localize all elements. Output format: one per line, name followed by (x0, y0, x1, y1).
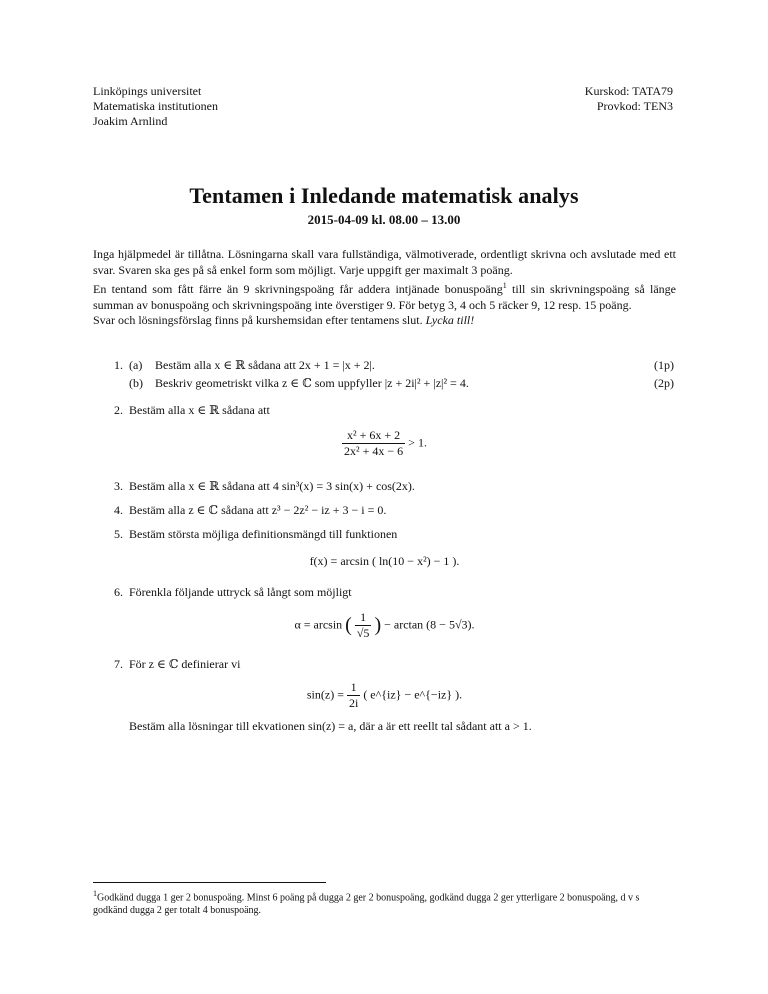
problem-1a-text: Bestäm alla x ∈ ℝ sådana att 2x + 1 = |x + 2|. (155, 358, 375, 372)
lhs: α = arcsin (294, 617, 343, 632)
relation: > 1. (408, 435, 427, 450)
header-department: Matematiska institutionen (93, 99, 218, 113)
lhs: sin(z) = (306, 687, 344, 702)
fraction (342, 428, 405, 459)
instructions-p3 (93, 313, 676, 329)
header-university: Linköpings universitet (93, 84, 202, 98)
header-exam-code: Provkod: TEN3 (596, 99, 673, 113)
header-institution (93, 84, 218, 129)
problem-3-text: Bestäm alla x ∈ ℝ sådana att 4 sin³(x) = 3 sin(x) + cos(2x). (129, 479, 415, 493)
problem-4-text: Bestäm alla z ∈ ℂ sådana att z³ − 2z² − iz + 3 − i = 0. (129, 503, 387, 517)
good-luck: Lycka till! (425, 313, 475, 327)
problem-5-formula: f(x) = arcsin ( ln(10 − x²) − 1 ). (309, 554, 460, 568)
numerator: x² + 6x + 2 (342, 428, 405, 444)
problem-number: 4. (114, 503, 123, 517)
part-label: (b) (129, 376, 143, 390)
header-author: Joakim Arnlind (93, 114, 168, 128)
instructions-p3-text: Svar och lösningsförslag finns på kurshemsidan efter tentamens slut. (93, 313, 426, 327)
instructions (93, 247, 676, 329)
problem-1b-text: Beskriv geometriskt vilka z ∈ ℂ som uppfyller |z + 2i|² + |z|² = 4. (155, 376, 469, 390)
footnote-mark: 1 (93, 889, 97, 898)
denominator: 2i (348, 696, 359, 710)
denominator: 2x² + 4x − 6 (344, 444, 404, 458)
points: (1p) (654, 358, 674, 372)
right-paren: ) (374, 614, 382, 636)
page-title: Tentamen i Inledande matematisk analys (189, 183, 579, 208)
problem-2-text: Bestäm alla x ∈ ℝ sådana att (129, 403, 270, 417)
problem-6-text: Förenkla följande uttryck så långt som möjligt (129, 585, 352, 599)
problem-5 (93, 527, 676, 585)
problem-number: 5. (114, 527, 123, 541)
problem-7-text: För z ∈ ℂ definierar vi (129, 657, 241, 671)
problem-4 (93, 503, 676, 527)
part-label: (a) (129, 358, 143, 372)
problem-number: 1. (114, 358, 123, 372)
denominator: √5 (356, 626, 370, 640)
exam-date: 2015-04-09 kl. 08.00 – 13.00 (307, 212, 461, 227)
instructions-p1: Inga hjälpmedel är tillåtna. Lösningarna skall vara fullständiga, välmotiverade, ordentligt skrivna och avslutade med ett svar. Svaren ska ges på så enkel form som möjligt. Varje uppgift ger maximalt 3 poäng. (93, 247, 676, 277)
rhs: − arctan (8 − 5√3). (384, 617, 475, 632)
problem-number: 7. (114, 657, 123, 671)
problem-2-formula (93, 428, 676, 459)
problem-number: 3. (114, 479, 123, 493)
problem-7-formula (93, 680, 676, 711)
instructions-p2-text-cont: till sin skrivningspoäng så länge summan av bonuspoäng och skrivningspoäng inte överstiger 9. För betyg 3, 4 och 5 räcker 9, 12 resp. 15 poäng. (93, 282, 676, 312)
header-codes (585, 84, 673, 114)
numerator: 1 (347, 680, 360, 696)
fraction (347, 680, 360, 711)
footnote-divider (93, 882, 326, 883)
instructions-p2 (93, 278, 676, 313)
fraction (355, 610, 372, 641)
footnote-ref: 1 (502, 281, 507, 290)
problem-7 (93, 657, 676, 747)
footnote (93, 887, 676, 917)
problem-number: 2. (114, 403, 123, 417)
rhs: ( e^{iz} − e^{−iz} ). (363, 687, 463, 702)
problem-number: 6. (114, 585, 123, 599)
problem-5-text: Bestäm största möjliga definitionsmängd till funktionen (129, 527, 398, 541)
instructions-p2-text: En tentand som fått färre än 9 skrivningspoäng får addera intjänade bonuspoäng (93, 282, 503, 296)
header-course-code: Kurskod: TATA79 (584, 84, 673, 98)
problem-6-formula (93, 610, 676, 641)
problem-6 (93, 585, 676, 657)
footnote-text: Godkänd dugga 1 ger 2 bonuspoäng. Minst 6 poäng på dugga 2 ger 2 bonuspoäng, godkänd dugga 2 ger ytterligare 2 bonuspoäng, d v s godkänd dugga 2 ger totalt 4 bonuspoäng. (93, 892, 640, 917)
numerator: 1 (355, 610, 372, 626)
problem-3 (93, 479, 676, 503)
problem-1 (93, 358, 676, 394)
points: (2p) (654, 376, 674, 390)
problem-list (93, 358, 676, 747)
left-paren: ( (345, 614, 352, 636)
problem-2 (93, 403, 676, 475)
problem-7-question: Bestäm alla lösningar till ekvationen sin(z) = a, där a är ett reellt tal sådant att a > 1. (129, 719, 532, 733)
